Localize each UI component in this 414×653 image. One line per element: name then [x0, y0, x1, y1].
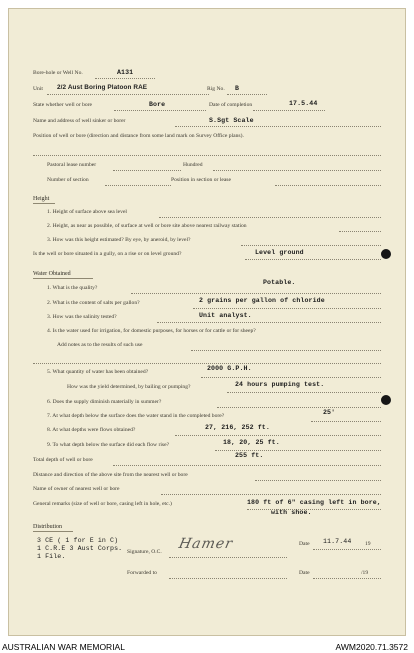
water-q4b: Add notes as to the results of such use [57, 342, 143, 348]
water-q2-value: 2 grains per gallon of chloride [199, 297, 325, 304]
water-q3-value: Unit analyst. [199, 312, 252, 319]
date2-label: Date [299, 570, 310, 576]
water-q3: 3. How was the salinity tested? [47, 314, 117, 320]
unit-label: Unit [33, 86, 43, 92]
footer-right: AWM2020.71.3572 [335, 642, 408, 652]
archive-footer [0, 641, 414, 653]
owner-label: Name of owner of nearest well or bore [33, 486, 120, 492]
water-q7: 7. At what depth below the surface does the water stand in the completed bore? [47, 413, 225, 419]
date-completion-label: Date of completion [209, 102, 253, 108]
distribution-line-3: 1 File. [37, 553, 66, 560]
water-q7-value: 25' [323, 409, 336, 416]
water-q1-value: Potable. [263, 279, 296, 286]
water-q4: 4. Is the water used for irrigation, for domestic purposes, for horses or for cattle or for sheep? [47, 328, 256, 334]
distribution-line-1: 3 CE ( 1 for E in C) [37, 537, 119, 544]
water-q1: 1. What is the quality? [47, 285, 98, 291]
water-q9: 9. To what depth below the surface did each flow rise? [47, 442, 170, 448]
date-completion-value: 17.5.44 [289, 100, 318, 107]
water-q6: 6. Does the supply diminish materially in summer? [47, 399, 162, 405]
footer-left: AUSTRALIAN WAR MEMORIAL [2, 642, 125, 652]
remarks-value-2: with shoe. [271, 509, 312, 516]
water-q5b: How was the yield determined, by bailing or pumping? [67, 384, 191, 390]
water-heading: Water Obtained [33, 271, 71, 277]
remarks-value-1: 180 ft of 6" casing left in bore, [247, 499, 381, 506]
position-label: Position of well or bore (direction and distance from some land mark on Survey Office plans). [33, 133, 244, 139]
bore-record-form [8, 8, 406, 636]
pastoral-label: Pastoral lease number [47, 162, 97, 168]
distribution-heading: Distribution [33, 524, 63, 530]
distance-label: Distance and direction of the above site from the nearest well or bore [33, 472, 188, 478]
height-q4-value: Level ground [255, 249, 304, 256]
remarks-label: General remarks (size of well or bore, casing left in hole, etc.) [33, 501, 172, 507]
water-q5b-value: 24 hours pumping test. [235, 381, 325, 388]
section-label: Number of section [47, 177, 89, 183]
water-q9-value: 18, 20, 25 ft. [223, 439, 280, 446]
state-label: State whether well or bore [33, 102, 93, 108]
total-depth-label: Total depth of well or bore [33, 457, 93, 463]
date2-year: /19 [361, 570, 369, 576]
handwritten-signature: Hamer [177, 536, 235, 552]
water-q8-value: 27, 216, 252 ft. [205, 424, 270, 431]
unit-value: 2/2 Aust Boring Platoon RAE [57, 84, 148, 91]
height-heading: Height [33, 196, 50, 202]
date-label: Date [299, 541, 310, 547]
state-value: Bore [149, 101, 166, 108]
height-q3: 3. How was this height estimated? By eye, by aneroid, by level? [47, 237, 191, 243]
hundred-label: Hundred [183, 162, 203, 168]
date-year: 19 [365, 541, 371, 547]
rig-label: Rig No. [207, 86, 225, 92]
bore-label: Bore-hole or Well No. [33, 70, 83, 76]
water-q5-value: 2000 G.P.H. [207, 365, 252, 372]
forwarded-label: Forwarded to [127, 570, 157, 576]
bore-value: A131 [117, 69, 134, 76]
date-value: 11.7.44 [323, 538, 352, 545]
name-value: S.Sgt Scale [209, 117, 254, 124]
position-section-label: Position in section or lease [171, 177, 231, 183]
distribution-line-2: 1 C.R.E 3 Aust Corps. [37, 545, 123, 552]
total-depth-value: 255 ft. [235, 452, 264, 459]
name-label: Name and address of well sinker or borer [33, 118, 126, 124]
height-q1: 1. Height of surface above sea level [47, 209, 127, 215]
punch-hole-upper [381, 249, 391, 259]
water-q8: 8. At what depths were flows obtained? [47, 427, 136, 433]
water-q2: 2. What is the content of salts per gallon? [47, 300, 140, 306]
signature-label: Signature, O.C. [127, 549, 162, 555]
punch-hole-lower [381, 395, 391, 405]
rig-value: B [235, 85, 240, 92]
water-q5: 5. What quantity of water has been obtained? [47, 369, 149, 375]
height-q2: 2. Height, as near as possible, of surface at well or bore site above nearest railway station [47, 223, 247, 229]
height-q4: Is the well or bore situated in a gully, on a rise or on level ground? [33, 251, 182, 257]
